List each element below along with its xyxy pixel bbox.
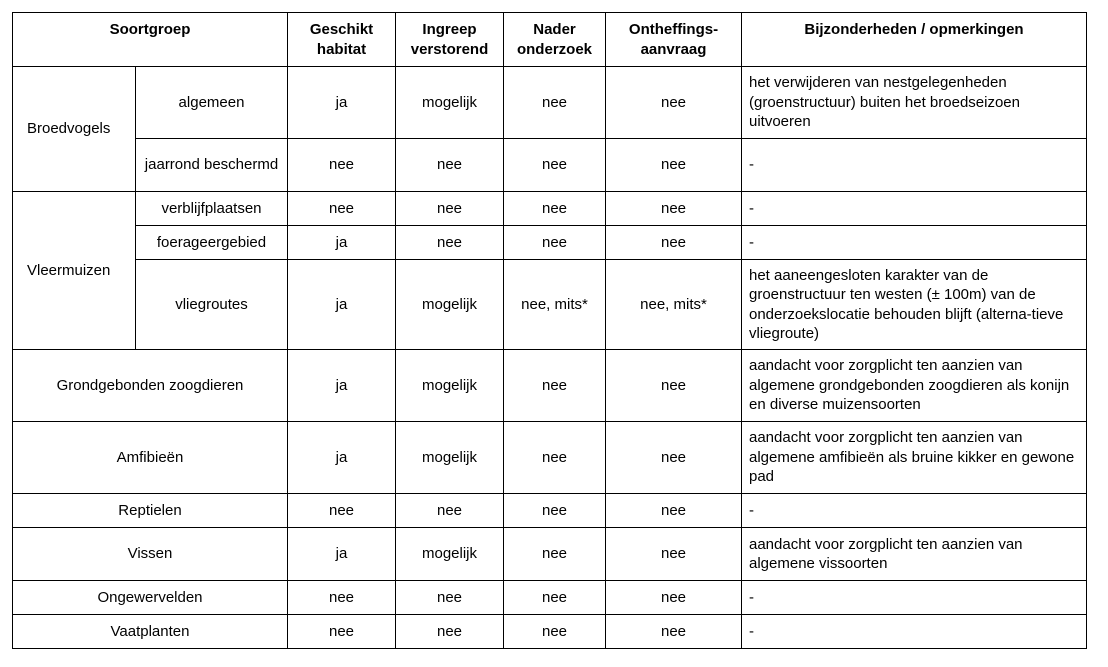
cell-ingreep: mogelijk	[396, 67, 504, 139]
cell-ingreep: nee	[396, 139, 504, 192]
cell-ontheffing: nee	[606, 350, 742, 422]
cell-habitat: ja	[288, 260, 396, 350]
table-row	[13, 494, 1087, 528]
cell-onderzoek: nee	[504, 494, 606, 528]
cell-onderzoek: nee	[504, 226, 606, 260]
cell-soortgroep: Ongewervelden	[13, 581, 288, 615]
header-bijzonderheden: Bijzonderheden / opmerkingen	[742, 13, 1087, 67]
cell-soortgroep: Amfibieën	[13, 422, 288, 494]
cell-habitat: ja	[288, 67, 396, 139]
header-ingreep-verstorend: Ingreep verstorend	[396, 13, 504, 67]
cell-subgroup: foerageergebied	[136, 226, 288, 260]
cell-ingreep: nee	[396, 494, 504, 528]
table-row	[13, 422, 1087, 494]
cell-habitat: ja	[288, 350, 396, 422]
species-table	[12, 12, 1087, 649]
header-geschikt-habitat: Geschikt habitat	[288, 13, 396, 67]
cell-ingreep: mogelijk	[396, 528, 504, 581]
cell-remark: aandacht voor zorgplicht ten aanzien van algemene grondgebonden zoogdieren als konijn en diverse muizensoorten	[742, 350, 1087, 422]
table-row	[13, 528, 1087, 581]
cell-ontheffing: nee	[606, 226, 742, 260]
cell-subgroup: vliegroutes	[136, 260, 288, 350]
cell-ontheffing: nee	[606, 494, 742, 528]
cell-subgroup: algemeen	[136, 67, 288, 139]
cell-remark: aandacht voor zorgplicht ten aanzien van algemene vissoorten	[742, 528, 1087, 581]
cell-ingreep: mogelijk	[396, 350, 504, 422]
cell-ingreep: nee	[396, 192, 504, 226]
header-soortgroep: Soortgroep	[13, 13, 288, 67]
cell-remark: -	[742, 139, 1087, 192]
cell-ontheffing: nee	[606, 581, 742, 615]
cell-ingreep: nee	[396, 615, 504, 649]
cell-onderzoek: nee, mits*	[504, 260, 606, 350]
cell-soortgroep: Grondgebonden zoogdieren	[13, 350, 288, 422]
cell-ontheffing: nee	[606, 422, 742, 494]
cell-remark: -	[742, 494, 1087, 528]
cell-ontheffing: nee	[606, 67, 742, 139]
table-row	[13, 581, 1087, 615]
cell-habitat: nee	[288, 615, 396, 649]
cell-remark: het verwijderen van nestgelegenheden (groenstructuur) buiten het broedseizoen uitvoeren	[742, 67, 1087, 139]
cell-remark: -	[742, 192, 1087, 226]
cell-subgroup: verblijfplaatsen	[136, 192, 288, 226]
cell-habitat: ja	[288, 422, 396, 494]
cell-onderzoek: nee	[504, 422, 606, 494]
cell-onderzoek: nee	[504, 581, 606, 615]
cell-ingreep: mogelijk	[396, 422, 504, 494]
cell-onderzoek: nee	[504, 528, 606, 581]
cell-ontheffing: nee	[606, 615, 742, 649]
cell-remark: -	[742, 581, 1087, 615]
cell-soortgroep: Reptielen	[13, 494, 288, 528]
cell-onderzoek: nee	[504, 192, 606, 226]
header-row	[13, 13, 1087, 67]
cell-onderzoek: nee	[504, 139, 606, 192]
table-row	[13, 615, 1087, 649]
cell-habitat: nee	[288, 139, 396, 192]
cell-habitat: nee	[288, 192, 396, 226]
cell-soortgroep: Vaatplanten	[13, 615, 288, 649]
cell-ontheffing: nee, mits*	[606, 260, 742, 350]
cell-ontheffing: nee	[606, 192, 742, 226]
cell-ontheffing: nee	[606, 139, 742, 192]
cell-habitat: nee	[288, 581, 396, 615]
cell-habitat: ja	[288, 528, 396, 581]
cell-ontheffing: nee	[606, 528, 742, 581]
cell-ingreep: nee	[396, 226, 504, 260]
group-vleermuizen: Vleermuizen	[13, 192, 136, 350]
cell-onderzoek: nee	[504, 350, 606, 422]
cell-onderzoek: nee	[504, 67, 606, 139]
cell-onderzoek: nee	[504, 615, 606, 649]
header-nader-onderzoek: Nader onderzoek	[504, 13, 606, 67]
cell-subgroup: jaarrond beschermd	[136, 139, 288, 192]
cell-remark: het aaneengesloten karakter van de groenstructuur ten westen (± 100m) van de onderzoekslocatie behouden blijft (alterna-tieve vliegroute)	[742, 260, 1087, 350]
cell-habitat: ja	[288, 226, 396, 260]
group-broedvogels: Broedvogels	[13, 67, 136, 192]
table-row	[13, 67, 1087, 139]
table-row	[13, 139, 1087, 192]
table-row	[13, 260, 1087, 350]
table-row	[13, 350, 1087, 422]
cell-remark: aandacht voor zorgplicht ten aanzien van algemene amfibieën als bruine kikker en gewone pad	[742, 422, 1087, 494]
header-ontheffingsaanvraag: Ontheffings-aanvraag	[606, 13, 742, 67]
cell-habitat: nee	[288, 494, 396, 528]
table-row	[13, 226, 1087, 260]
cell-remark: -	[742, 615, 1087, 649]
cell-soortgroep: Vissen	[13, 528, 288, 581]
cell-remark: -	[742, 226, 1087, 260]
cell-ingreep: mogelijk	[396, 260, 504, 350]
cell-ingreep: nee	[396, 581, 504, 615]
table-row	[13, 192, 1087, 226]
